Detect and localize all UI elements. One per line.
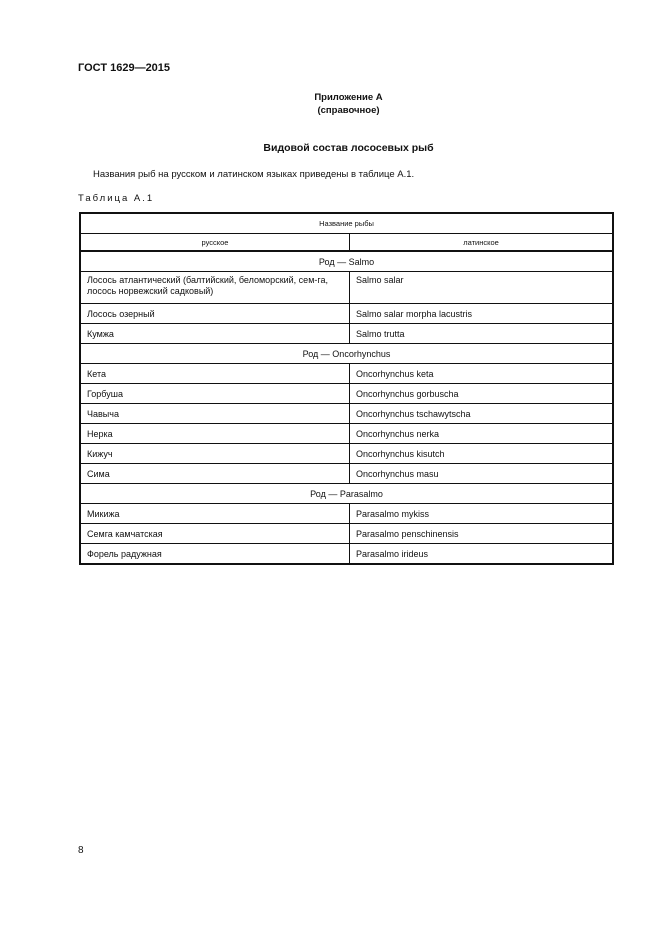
appendix-title: Приложение А [314, 92, 383, 103]
genus-label: Род — Parasalmo [80, 484, 613, 504]
page-number: 8 [78, 845, 84, 856]
russian-name-cell: Форель радужная [80, 544, 350, 565]
appendix-subtitle: (справочное) [317, 105, 380, 116]
genus-label: Род — Salmo [80, 251, 613, 272]
latin-name-cell: Salmo salar morpha lacustris [350, 304, 614, 324]
fish-names-table [79, 212, 614, 565]
table-row [80, 544, 613, 565]
latin-name-cell: Oncorhynchus tschawytscha [350, 404, 614, 424]
column-header-russian: русское [80, 234, 350, 252]
latin-name-cell: Oncorhynchus masu [350, 464, 614, 484]
table-row [80, 504, 613, 524]
genus-row [80, 484, 613, 504]
table-row [80, 464, 613, 484]
russian-name-cell: Нерка [80, 424, 350, 444]
latin-name-cell: Salmo salar [350, 272, 614, 304]
russian-name-cell: Чавыча [80, 404, 350, 424]
latin-name-cell: Parasalmo penschinensis [350, 524, 614, 544]
latin-name-cell: Oncorhynchus nerka [350, 424, 614, 444]
russian-name-cell: Лосось озерный [80, 304, 350, 324]
table-row [80, 272, 613, 304]
latin-name-cell: Oncorhynchus gorbuscha [350, 384, 614, 404]
table-group-header-row [80, 213, 613, 234]
table-row [80, 364, 613, 384]
table-row [80, 404, 613, 424]
table-row [80, 324, 613, 344]
section-title: Видовой состав лососевых рыб [263, 142, 434, 154]
table-row [80, 384, 613, 404]
genus-label: Род — Oncorhynchus [80, 344, 613, 364]
russian-name-cell: Лосось атлантический (балтийский, беломорский, сем-га, лосось норвежский садковый) [80, 272, 350, 304]
table-row [80, 304, 613, 324]
russian-name-cell: Семга камчатская [80, 524, 350, 544]
table-row [80, 524, 613, 544]
russian-name-cell: Сима [80, 464, 350, 484]
latin-name-cell: Parasalmo irideus [350, 544, 614, 565]
column-header-latin: латинское [350, 234, 614, 252]
latin-name-cell: Salmo trutta [350, 324, 614, 344]
latin-name-cell: Oncorhynchus keta [350, 364, 614, 384]
document-code: ГОСТ 1629—2015 [78, 62, 171, 74]
table-caption: Таблица А.1 [78, 193, 155, 204]
russian-name-cell: Кижуч [80, 444, 350, 464]
table-row [80, 444, 613, 464]
russian-name-cell: Кета [80, 364, 350, 384]
russian-name-cell: Горбуша [80, 384, 350, 404]
genus-row [80, 251, 613, 272]
genus-row [80, 344, 613, 364]
russian-name-cell: Кумжа [80, 324, 350, 344]
table-row [80, 424, 613, 444]
russian-name-cell: Микижа [80, 504, 350, 524]
latin-name-cell: Oncorhynchus kisutch [350, 444, 614, 464]
intro-paragraph: Названия рыб на русском и латинском языках приведены в таблице А.1. [93, 169, 415, 180]
latin-name-cell: Parasalmo mykiss [350, 504, 614, 524]
appendix-heading [0, 91, 661, 117]
table-group-header: Название рыбы [80, 213, 613, 234]
table-column-header-row [80, 234, 613, 252]
